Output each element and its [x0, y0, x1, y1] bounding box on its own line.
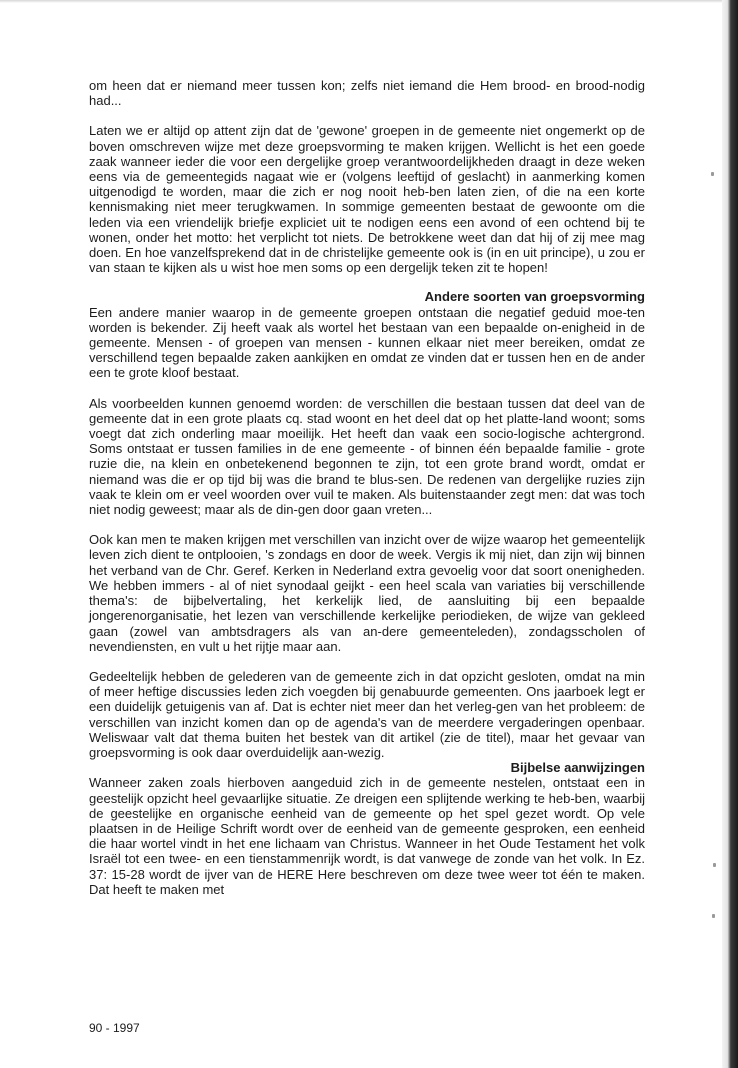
paragraph: Wanneer zaken zoals hierboven aangeduid zich in de gemeente nestelen, ontstaat een in geestelijk opzicht heel gevaarlijke situatie. Ze dreigen een splijtende werking te heb-ben, waarbij de geestelijke en organische eenheid van de gemeente op het spel gezet wordt. Op vele plaatsen in de Heilige Schrift wordt over de eenheid van de gemeente gesproken, een eenheid die haar wortel vindt in het ene lichaam van Christus. Wanneer in het Oude Testament het volk Israël tot een twee- en een tienstammenrijk wordt, is dat vanwege de zonde van het volk. In Ez. 37: 15-28 wordt de ijver van de HERE Here beschreven om deze twee weer tot één te maken. Dat heeft te maken met [89, 775, 645, 897]
scan-speck [713, 863, 716, 867]
paragraph: Gedeeltelijk hebben de gelederen van de gemeente zich in dat opzicht gesloten, omdat na min of meer heftige discussies leden zich voegden bij genabuurde gemeenten. Ons jaarboek legt er een duidelijk getuigenis van af. Dat is echter niet meer dan het verleg-gen van het probleem: de verschillen van inzicht komen dan op de agenda's van de meerdere vergaderingen openbaar. Weliswaar valt dat thema buiten het bestek van dit artikel (zie de titel), maar het gevaar van groepsvorming is ook daar overduidelijk aan-wezig. [89, 668, 645, 760]
paragraph: Laten we er altijd op attent zijn dat de 'gewone' groepen in de gemeente niet ongemerkt op de boven omschreven wijze met deze groepsvorming te maken krijgen. Wellicht is het een goede zaak wanneer ieder die voor een dergelijke groep verantwoordelijkheden draagt in deze weken eens via de gemeentegids nagaat wie er (volgens leeftijd of geslacht) in aanmerking komen uitgenodigd te worden, maar die zich er nog nooit heb-ben laten zien, of die na een korte kennismaking niet meer terugkwamen. In sommige gemeenten bestaat de gewoonte om die leden via een vriendelijk briefje expliciet uit te nodigen eens een avond of een ochtend bij te wonen, onder het motto: het verplicht tot niets. De betrokkene weet dan dat hij of zij mee mag doen. En hoe vanzelfsprekend dat in de christelijke gemeente ook is (in en uit principe), u zou er van staan te kijken als u wist hoe men soms op een dergelijk teken zit te hopen! [89, 123, 645, 276]
section-heading-groepsvorming: Andere soorten van groepsvorming [424, 289, 645, 305]
document-page [89, 78, 645, 897]
paragraph-continuation: om heen dat er niemand meer tussen kon; zelfs niet iemand die Hem brood- en brood-nodig had... [89, 78, 645, 109]
scan-top-edge [0, 0, 722, 3]
paragraph: Een andere manier waarop in de gemeente groepen ontstaan die negatief geduid moe-ten worden is bekender. Zij heeft vaak als wortel het bestaan van een bepaalde on-enigheid in de gemeente. Mensen - of groepen van mensen - kunnen elkaar niet meer bereiken, omdat ze verschillend tegen bepaalde zaken aankijken en omdat ze vinden dat er tussen hen en de ander een te grote kloof bestaat. [89, 304, 645, 381]
page-footer: 90 - 1997 [89, 1021, 140, 1035]
paragraph: Ook kan men te maken krijgen met verschillen van inzicht over de wijze waarop het gemeentelijk leven zich dient te ontplooien, 's zondags en door de week. Vergis ik mij niet, dan zijn wij binnen het verband van de Chr. Geref. Kerken in Nederland extra gevoelig voor dat soort onenigheden. We hebben immers - al of niet synodaal geijkt - een heel scala van variaties bij verschillende thema's: de bijbelvertaling, het kerkelijk lied, de aansluiting bij een bepaalde jongerenorganisatie, het lezen van verschillende kerkelijke periodieken, de wijze van gekleed gaan (zowel van ambtsdragers als van an-dere gemeenteleden), zondagsscholen of nevendiensten, en vult u het rijtje maar aan. [89, 532, 645, 654]
paragraph: Als voorbeelden kunnen genoemd worden: de verschillen die bestaan tussen dat deel van de gemeente dat in een grote plaats cq. stad woont en het deel dat op het platte-land woont; soms voegt dat zich onderling maar moeilijk. Het heeft dan vaak een socio-logische achtergrond. Soms ontstaat er tussen families in de ene gemeente - of binnen één bepaalde familie - grote ruzie die, na klein en onbetekenend begonnen te zijn, tot een grote brand wordt, omdat er niemand was die er op tijd bij was die brand te blus-sen. De redenen van dergelijke ruzies zijn vaak te klein om er veel woorden over vuil te maken. Als buitenstaander zegt men: dat was toch niet nodig geweest; maar als de din-gen door gaan vreten... [89, 395, 645, 518]
scan-right-edge [722, 0, 738, 1068]
section-heading-bijbelse-aanwijzingen: Bijbelse aanwijzingen [510, 760, 645, 776]
scan-speck [711, 172, 714, 176]
scan-speck [712, 914, 715, 918]
